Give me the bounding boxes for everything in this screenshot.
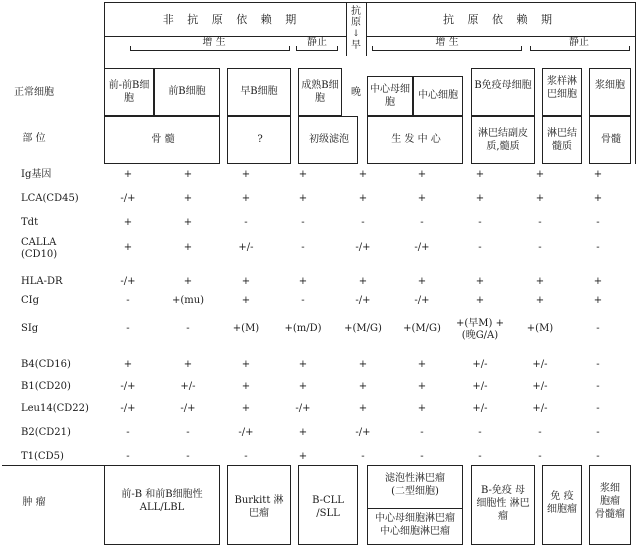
marker-value: -/+	[355, 427, 371, 438]
marker-value: +	[475, 276, 485, 287]
marker-label: Tdt	[21, 217, 39, 228]
marker-value: -	[596, 451, 600, 462]
bracket-tick	[629, 46, 630, 51]
marker-value: +	[535, 193, 545, 204]
marker-value: +	[535, 169, 545, 180]
marker-value: -	[478, 451, 482, 462]
marker-value: -/+	[120, 276, 136, 287]
bracket-tick	[130, 46, 131, 51]
bracket-tick	[530, 46, 531, 51]
site-box-bone-marrow	[104, 116, 220, 164]
marker-value: +	[183, 217, 193, 228]
marker-value: +	[535, 276, 545, 287]
marker-value: -	[420, 451, 424, 462]
marker-value: -	[596, 242, 600, 253]
marker-value: +/-	[238, 242, 254, 253]
marker-value: -/+	[120, 193, 136, 204]
bracket-tick	[521, 46, 522, 51]
marker-value: +/-	[532, 403, 548, 414]
prolif-bracket-left	[130, 50, 290, 51]
stage-box-early-b	[227, 68, 291, 116]
marker-value: +	[417, 193, 427, 204]
marker-value: +	[535, 295, 545, 306]
marker-value: -	[596, 427, 600, 438]
marker-value: -	[596, 403, 600, 414]
marker-value: +	[417, 381, 427, 392]
marker-value: +	[593, 193, 603, 204]
header-right-mid-rule	[366, 36, 636, 37]
marker-value: -/+	[120, 381, 136, 392]
stage-box-centrocyte	[413, 76, 463, 116]
non-antigen-dependent-title: 非 抗 原 依 赖 期	[162, 13, 302, 26]
marker-value: +	[475, 295, 485, 306]
bracket-tick	[337, 46, 338, 51]
stage-box-pre-b	[154, 68, 220, 116]
marker-value: -	[538, 451, 542, 462]
marker-label: SIg	[21, 323, 39, 334]
marker-label: B1(CD20)	[21, 381, 71, 392]
tumor-box-b-cll	[298, 465, 358, 545]
marker-label: LCA(CD45)	[21, 193, 79, 204]
marker-value: -	[126, 295, 130, 306]
marker-value: -	[126, 451, 130, 462]
marker-value: -	[478, 242, 482, 253]
stage-box-plasmacytoid	[542, 68, 582, 116]
site-box-marrow	[589, 116, 631, 164]
tumor-b-cll: B-CLL /SLL	[312, 495, 344, 519]
header-right-border	[635, 2, 636, 164]
marker-value: -/+	[355, 242, 371, 253]
marker-value: +	[358, 381, 368, 392]
marker-value: -/+	[238, 427, 254, 438]
tumor-inner-rule	[368, 508, 462, 509]
tumor-box-burkitt	[227, 465, 291, 545]
site-box-paracortex	[471, 116, 535, 164]
marker-value: +	[183, 169, 193, 180]
tumor-row-rule	[2, 465, 105, 466]
marker-value: -	[126, 427, 130, 438]
marker-label: B2(CD21)	[21, 427, 71, 438]
marker-value: +(M)	[232, 323, 260, 334]
prolif-bracket-right	[372, 50, 522, 51]
marker-value: +	[417, 276, 427, 287]
rest-bracket-left	[296, 50, 338, 51]
marker-value: +	[241, 359, 251, 370]
marker-value: +	[298, 451, 308, 462]
stage-early-b: 早B细胞	[240, 86, 278, 97]
marker-value: +/-	[180, 381, 196, 392]
stage-b-immunoblast: B免疫母细胞	[474, 80, 532, 91]
header-top-rule	[104, 2, 636, 3]
marker-label: CIg	[21, 295, 40, 306]
stage-late: 晚	[351, 87, 361, 98]
right-resting-label: 静止	[569, 37, 589, 48]
marker-value: -	[186, 451, 190, 462]
header-divider-left	[346, 2, 347, 56]
marker-value: +/-	[472, 403, 488, 414]
marker-value: +/-	[472, 359, 488, 370]
marker-value: +	[298, 359, 308, 370]
marker-value: +(mu)	[171, 295, 205, 306]
marker-value: +	[241, 295, 251, 306]
stage-box-plasma-cell	[589, 68, 631, 116]
site-box-lymph-node-medulla	[542, 116, 582, 164]
stage-box-centroblast	[367, 76, 413, 116]
marker-value: +(M/G)	[403, 323, 441, 334]
marker-value: -	[186, 323, 190, 334]
marker-value: -	[538, 242, 542, 253]
tumor-all-lbl: 前-B 和前B细胞性 ALL/LBL	[121, 489, 203, 513]
marker-value: +	[593, 276, 603, 287]
marker-label: B4(CD16)	[21, 359, 71, 370]
marker-value: -	[596, 323, 600, 334]
marker-value: -	[538, 217, 542, 228]
site-bone-marrow: 骨 髓	[151, 134, 175, 145]
marker-value: +	[298, 193, 308, 204]
marker-label: Leu14(CD22)	[21, 403, 89, 414]
down-arrow-icon: ↓	[352, 29, 360, 39]
site-row-label: 部 位	[22, 133, 46, 144]
marker-value: -	[126, 323, 130, 334]
site-box-primary-follicle	[298, 116, 358, 164]
marker-value: +(M/G)	[344, 323, 382, 334]
marker-value: +	[358, 193, 368, 204]
site-lymph-node-medulla: 淋巴结髓质	[547, 128, 577, 152]
marker-value: -	[420, 217, 424, 228]
marker-value: +	[123, 359, 133, 370]
tumor-box-immunoblastic	[471, 465, 535, 545]
tumor-box-plasmacytoma	[589, 465, 631, 545]
stage-pre-b: 前B细胞	[168, 86, 206, 97]
marker-value: -	[596, 381, 600, 392]
stage-plasma-cell: 浆细胞	[595, 80, 625, 91]
tumor-plasmacytoma: 浆细 胞瘤 骨髓瘤	[595, 483, 625, 520]
marker-value: -	[301, 242, 305, 253]
tumor-follicular: 滤泡性淋巴瘤 (二型细胞)	[385, 473, 445, 497]
marker-value: -/+	[414, 295, 430, 306]
site-primary-follicle: 初级滤泡	[309, 134, 349, 145]
marker-value: +	[241, 169, 251, 180]
marker-value: +	[241, 381, 251, 392]
marker-value: +	[123, 242, 133, 253]
marker-value: +	[417, 403, 427, 414]
marker-value: +	[358, 276, 368, 287]
marker-value: +/-	[532, 359, 548, 370]
bracket-tick	[289, 46, 290, 51]
tumor-box-all-lbl	[104, 465, 220, 545]
marker-value: +	[298, 276, 308, 287]
marker-label: T1(CD5)	[21, 451, 64, 462]
tumor-immunocytoma: 免 疫 细胞瘤	[547, 491, 577, 515]
stage-box-mature-b	[298, 68, 342, 116]
marker-value: +	[593, 295, 603, 306]
bracket-tick	[372, 46, 373, 51]
tumor-immunoblastic: B-免疫 母细胞性 淋巴瘤	[476, 485, 530, 522]
marker-value: +	[241, 193, 251, 204]
antigen-label: 抗原	[351, 6, 361, 28]
marker-value: +/-	[532, 381, 548, 392]
marker-value: +(M)	[526, 323, 554, 334]
antigen-dependent-title: 抗 原 依 赖 期	[443, 13, 557, 26]
marker-label: CALLA (CD10)	[21, 237, 58, 260]
right-proliferation-label: 增 生	[435, 37, 459, 48]
marker-value: -	[244, 451, 248, 462]
marker-value: -/+	[120, 403, 136, 414]
marker-value: -	[186, 427, 190, 438]
marker-value: +	[241, 403, 251, 414]
marker-value: +/-	[472, 381, 488, 392]
marker-value: +	[183, 242, 193, 253]
marker-value: +	[593, 169, 603, 180]
marker-value: +	[298, 169, 308, 180]
stage-pre-pre-b: 前-前B细胞	[108, 80, 150, 104]
site-paracortex: 淋巴结副皮质,髓质	[478, 128, 528, 152]
marker-value: +	[183, 193, 193, 204]
marker-value: -	[478, 427, 482, 438]
left-proliferation-label: 增 生	[202, 37, 226, 48]
tumor-box-immunocytoma	[542, 465, 582, 545]
rest-bracket-right	[530, 50, 630, 51]
stage-box-pre-pre-b	[104, 68, 154, 116]
marker-label: Ig基因	[21, 169, 52, 180]
marker-value: -	[420, 427, 424, 438]
marker-value: +	[183, 276, 193, 287]
marker-value: +	[475, 193, 485, 204]
stage-plasmacytoid: 浆样淋巴细胞	[547, 76, 577, 100]
marker-value: +	[417, 169, 427, 180]
site-box-unknown	[227, 116, 291, 164]
marker-value: +	[475, 169, 485, 180]
marker-value: -	[596, 217, 600, 228]
marker-value: +	[298, 381, 308, 392]
marker-value: -	[478, 217, 482, 228]
marker-value: +(m/D)	[284, 323, 322, 334]
header-divider-right	[366, 2, 367, 56]
site-marrow: 骨髓	[601, 134, 621, 145]
marker-value: -	[538, 427, 542, 438]
marker-value: -/+	[180, 403, 196, 414]
site-unknown: ?	[257, 134, 263, 145]
marker-value: +	[358, 403, 368, 414]
marker-value: -/+	[355, 295, 371, 306]
stage-mature-b: 成熟B细胞	[301, 80, 339, 104]
marker-label: HLA-DR	[21, 276, 63, 287]
stage-box-b-immunoblast	[471, 68, 535, 116]
marker-value: -/+	[295, 403, 311, 414]
marker-value: +	[358, 359, 368, 370]
marker-value: -	[301, 217, 305, 228]
site-germinal-center: 生 发 中 心	[391, 134, 441, 145]
marker-value: -	[301, 295, 305, 306]
marker-value: -	[361, 217, 365, 228]
marker-value: +	[123, 169, 133, 180]
marker-value: +(早M) +(晚G/A)	[456, 318, 504, 341]
bracket-tick	[296, 46, 297, 51]
marker-value: +	[241, 276, 251, 287]
tumor-box-germinal-center	[367, 465, 463, 545]
marker-value: +	[298, 427, 308, 438]
marker-value: -/+	[414, 242, 430, 253]
stage-centroblast: 中心母细胞	[370, 84, 410, 108]
stage-centrocyte: 中心细胞	[418, 90, 458, 101]
marker-value: +	[183, 359, 193, 370]
tumor-burkitt: Burkitt 淋巴瘤	[234, 495, 284, 519]
marker-value: -	[596, 359, 600, 370]
site-box-germinal-center	[367, 116, 463, 164]
marker-value: +	[417, 359, 427, 370]
tumor-row-label: 肿 瘤	[22, 497, 46, 508]
marker-value: +	[358, 169, 368, 180]
marker-value: -	[361, 451, 365, 462]
normal-cells-row-label: 正常细胞	[14, 87, 54, 98]
early-label: 早	[351, 40, 361, 51]
tumor-centroblastic: 中心母细胞淋巴瘤 中心细胞淋巴瘤	[375, 513, 455, 537]
left-resting-label: 静止	[307, 37, 327, 48]
marker-value: +	[123, 217, 133, 228]
marker-value: -	[244, 217, 248, 228]
